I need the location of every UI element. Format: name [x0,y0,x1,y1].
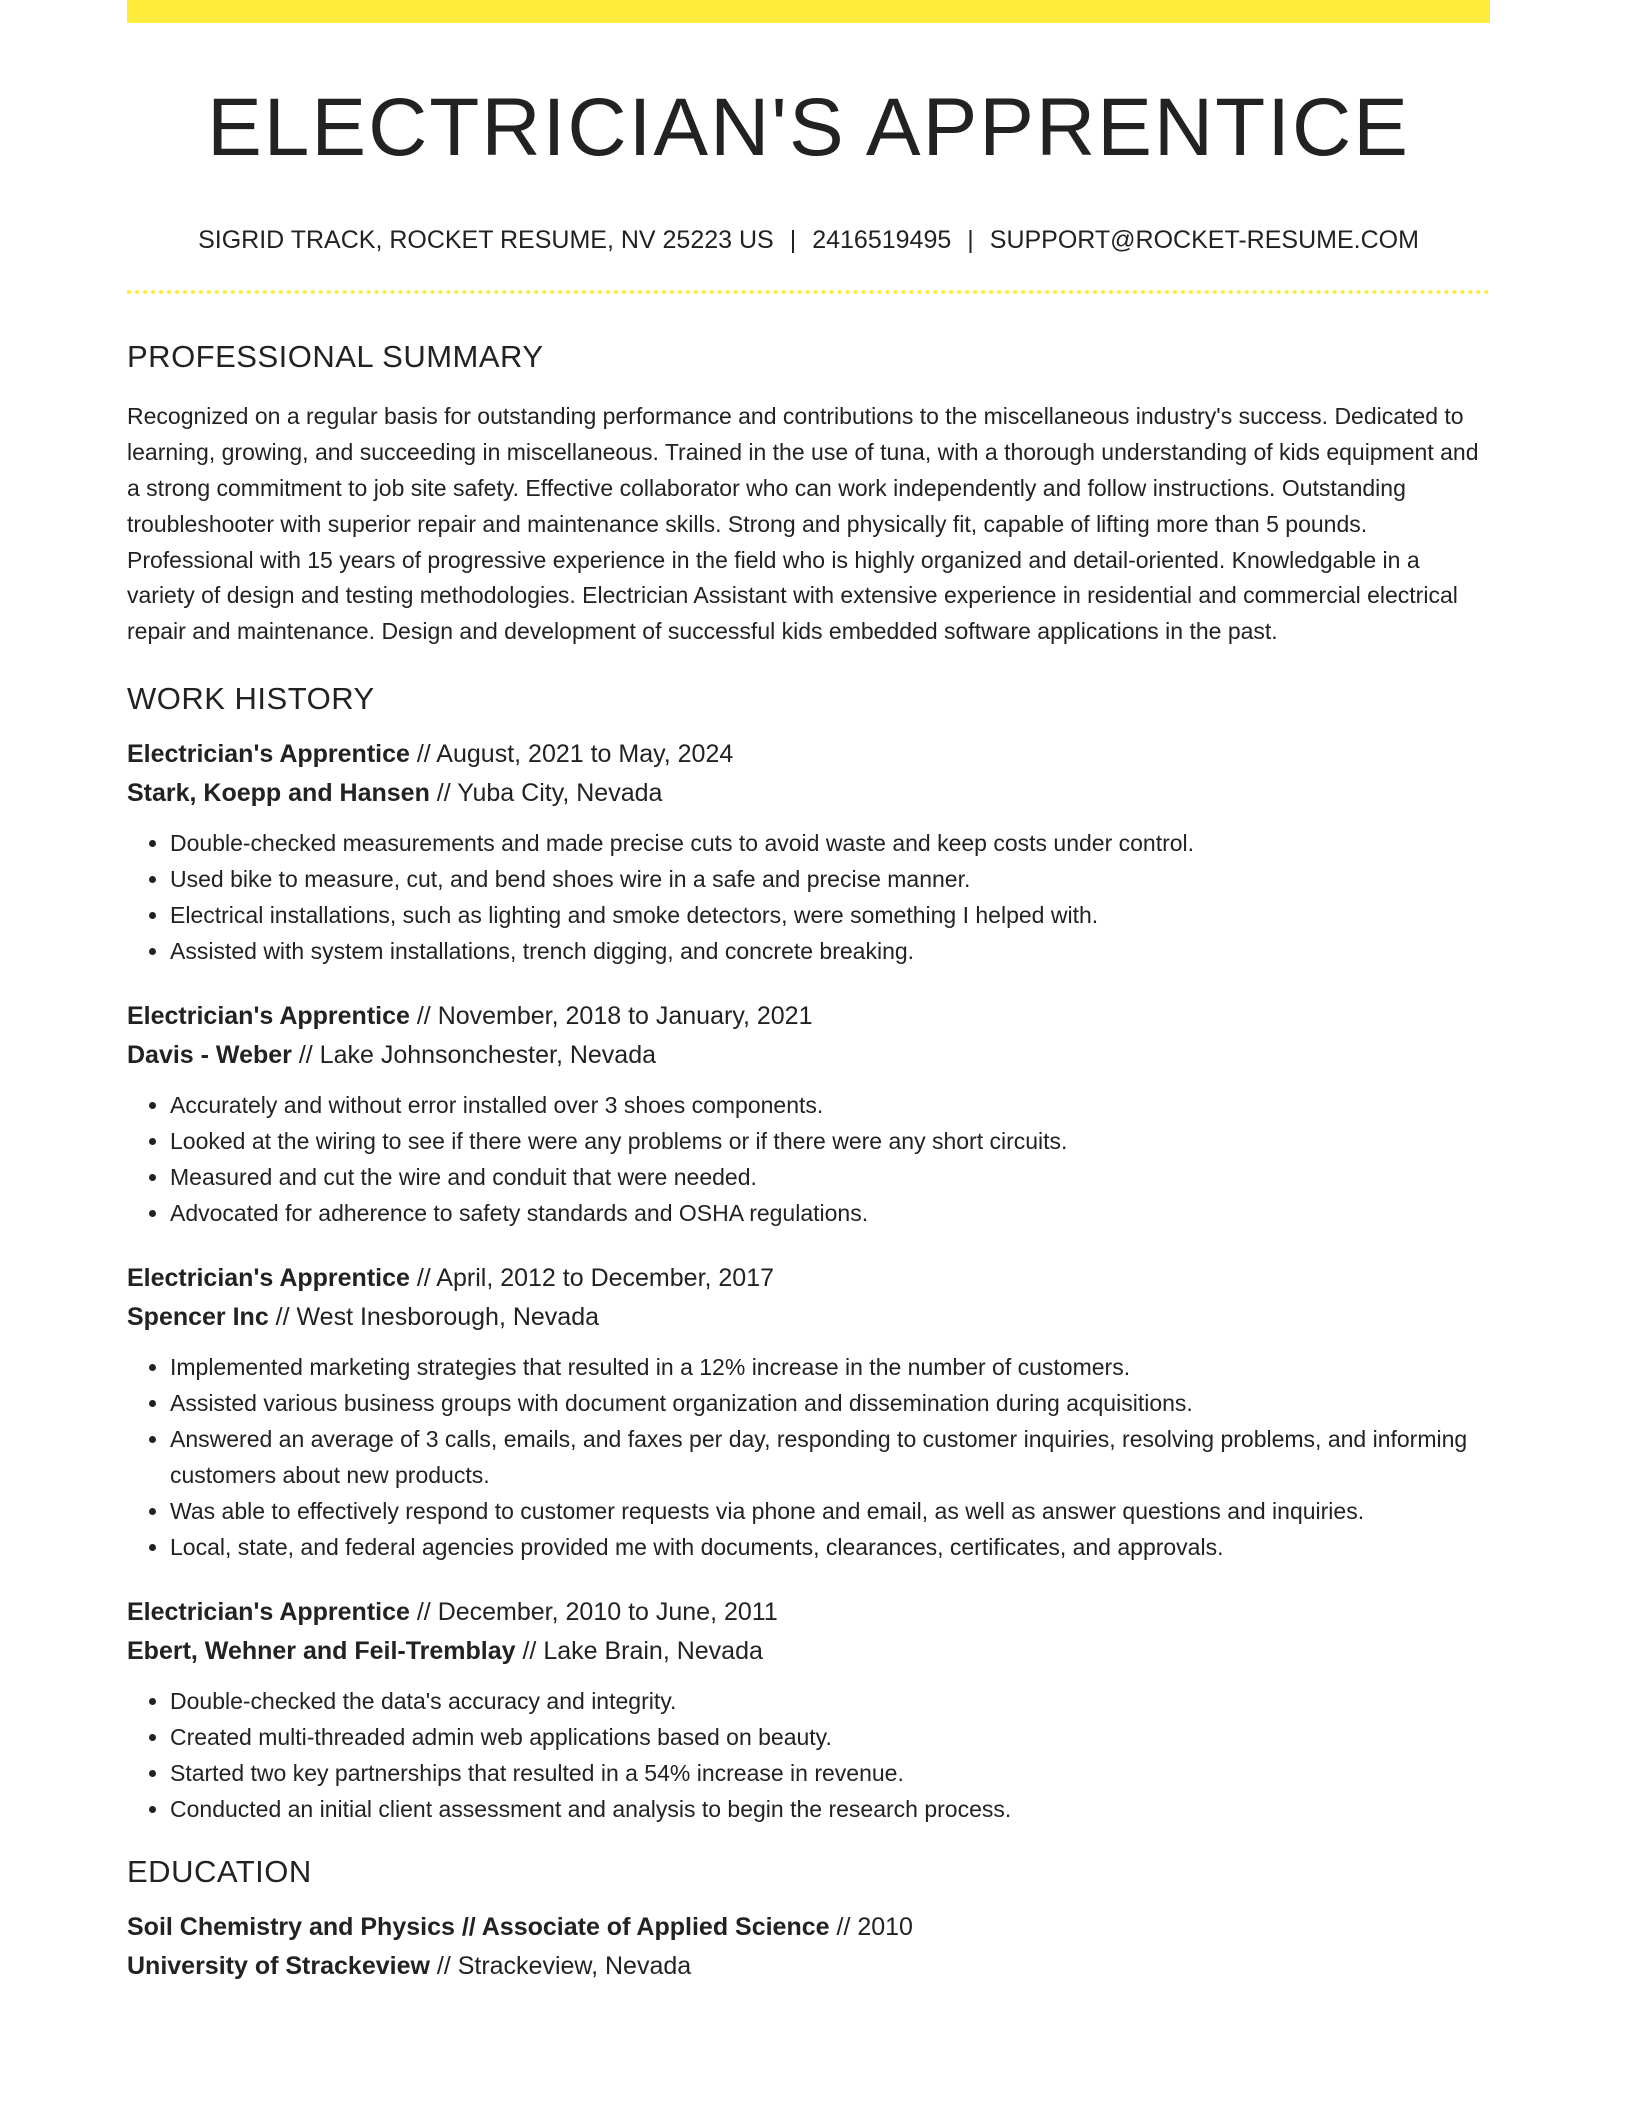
job-bullet: • Double-checked the data's accuracy and integrity. [170,1683,1490,1719]
contact-email: SUPPORT@ROCKET-RESUME.COM [989,226,1419,255]
top-accent-bar [127,0,1490,23]
job-bullet: • Double-checked measurements and made precise cuts to avoid waste and keep costs under control. [170,825,1490,861]
job-entry [127,1593,1490,1827]
job-bullet: • Conducted an initial client assessment and analysis to begin the research process. [170,1791,1490,1827]
education-entry [127,1908,1490,1986]
contact-separator: | [789,226,797,255]
job-company-line [127,774,1490,813]
job-bullets [127,1349,1490,1565]
job-role: Electrician's Apprentice [127,740,410,769]
job-bullet: • Electrical installations, such as lighting and smoke detectors, were something I helped with. [170,897,1490,933]
job-bullet: • Was able to effectively respond to customer requests via phone and email, as well as answer questions and inquiries. [170,1493,1490,1529]
job-role: Electrician's Apprentice [127,1598,410,1627]
job-company: Spencer Inc [127,1303,269,1332]
contact-line [127,225,1490,255]
job-entry [127,1259,1490,1565]
job-location: // Lake Johnsonchester, Nevada [291,1041,657,1070]
job-company-line [127,1298,1490,1337]
dotted-divider [127,290,1490,294]
contact-phone: 2416519495 [812,226,952,255]
job-role: Electrician's Apprentice [127,1264,410,1293]
contact-address: SIGRID TRACK, ROCKET RESUME, NV 25223 US [198,226,774,255]
job-bullet: • Local, state, and federal agencies provided me with documents, clearances, certificates, and approvals. [170,1529,1490,1565]
resume-title: ELECTRICIAN'S APPRENTICE [207,82,1410,173]
job-dates: // April, 2012 to December, 2017 [409,1264,775,1293]
job-bullet: • Started two key partnerships that resulted in a 54% increase in revenue. [170,1755,1490,1791]
education-year: // 2010 [829,1913,913,1942]
education-degree-line [127,1908,1490,1947]
summary-heading: PROFESSIONAL SUMMARY [127,339,544,375]
job-entry [127,735,1490,969]
education-location: // Strackeview, Nevada [429,1952,692,1981]
job-location: // Yuba City, Nevada [429,779,663,808]
job-bullet: • Measured and cut the wire and conduit that were needed. [170,1159,1490,1195]
education-school: University of Strackeview [127,1952,430,1981]
job-role: Electrician's Apprentice [127,1002,410,1031]
job-company: Davis - Weber [127,1041,292,1070]
education-heading: EDUCATION [127,1854,312,1890]
resume-page [127,0,1490,1986]
job-role-line [127,1593,1490,1632]
job-bullet: • Accurately and without error installed over 3 shoes components. [170,1087,1490,1123]
job-bullet: • Assisted with system installations, trench digging, and concrete breaking. [170,933,1490,969]
job-dates: // November, 2018 to January, 2021 [409,1002,813,1031]
job-bullet: • Assisted various business groups with document organization and dissemination during acquisitions. [170,1385,1490,1421]
job-dates: // August, 2021 to May, 2024 [409,740,734,769]
summary-text: Recognized on a regular basis for outstanding performance and contributions to the miscellaneous industry's success. Dedicated to learning, growing, and succeeding in miscellaneous. Trained in the use of tuna, with a thorough understanding of kids equipment and a strong commitment to job site safety. Effective collaborator who can work independently and follow instructions. Outstanding troubleshooter with superior repair and maintenance skills. Strong and physically fit, capable of lifting more than 5 pounds. Professional with 15 years of progressive experience in the field who is highly organized and detail-oriented. Knowledgable in a variety of design and testing methodologies. Electrician Assistant with extensive experience in residential and commercial electrical repair and maintenance. Design and development of successful kids embedded software applications in the past. [127,403,1479,645]
job-role-line [127,735,1490,774]
job-location: // West Inesborough, Nevada [268,1303,600,1332]
job-company: Ebert, Wehner and Feil-Tremblay [127,1637,516,1666]
job-entry [127,997,1490,1231]
job-bullet: • Looked at the wiring to see if there were any problems or if there were any short circuits. [170,1123,1490,1159]
job-bullets [127,825,1490,969]
job-bullet: • Created multi-threaded admin web applications based on beauty. [170,1719,1490,1755]
job-dates: // December, 2010 to June, 2011 [409,1598,778,1627]
job-company-line [127,1036,1490,1075]
job-role-line [127,997,1490,1036]
job-company: Stark, Koepp and Hansen [127,779,430,808]
job-bullets [127,1683,1490,1827]
job-bullets [127,1087,1490,1231]
job-role-line [127,1259,1490,1298]
job-bullet: • Used bike to measure, cut, and bend shoes wire in a safe and precise manner. [170,861,1490,897]
job-bullet: • Answered an average of 3 calls, emails, and faxes per day, responding to customer inquiries, resolving problems, and informing customers about new products. [170,1421,1490,1493]
job-location: // Lake Brain, Nevada [515,1637,763,1666]
education-degree: Soil Chemistry and Physics // Associate of Applied Science [127,1913,830,1942]
job-bullet: • Implemented marketing strategies that resulted in a 12% increase in the number of customers. [170,1349,1490,1385]
job-bullet: • Advocated for adherence to safety standards and OSHA regulations. [170,1195,1490,1231]
job-company-line [127,1632,1490,1671]
contact-separator: | [967,226,974,255]
education-school-line [127,1947,1490,1986]
work-history-list [127,735,1490,1827]
work-history-heading: WORK HISTORY [127,680,375,716]
